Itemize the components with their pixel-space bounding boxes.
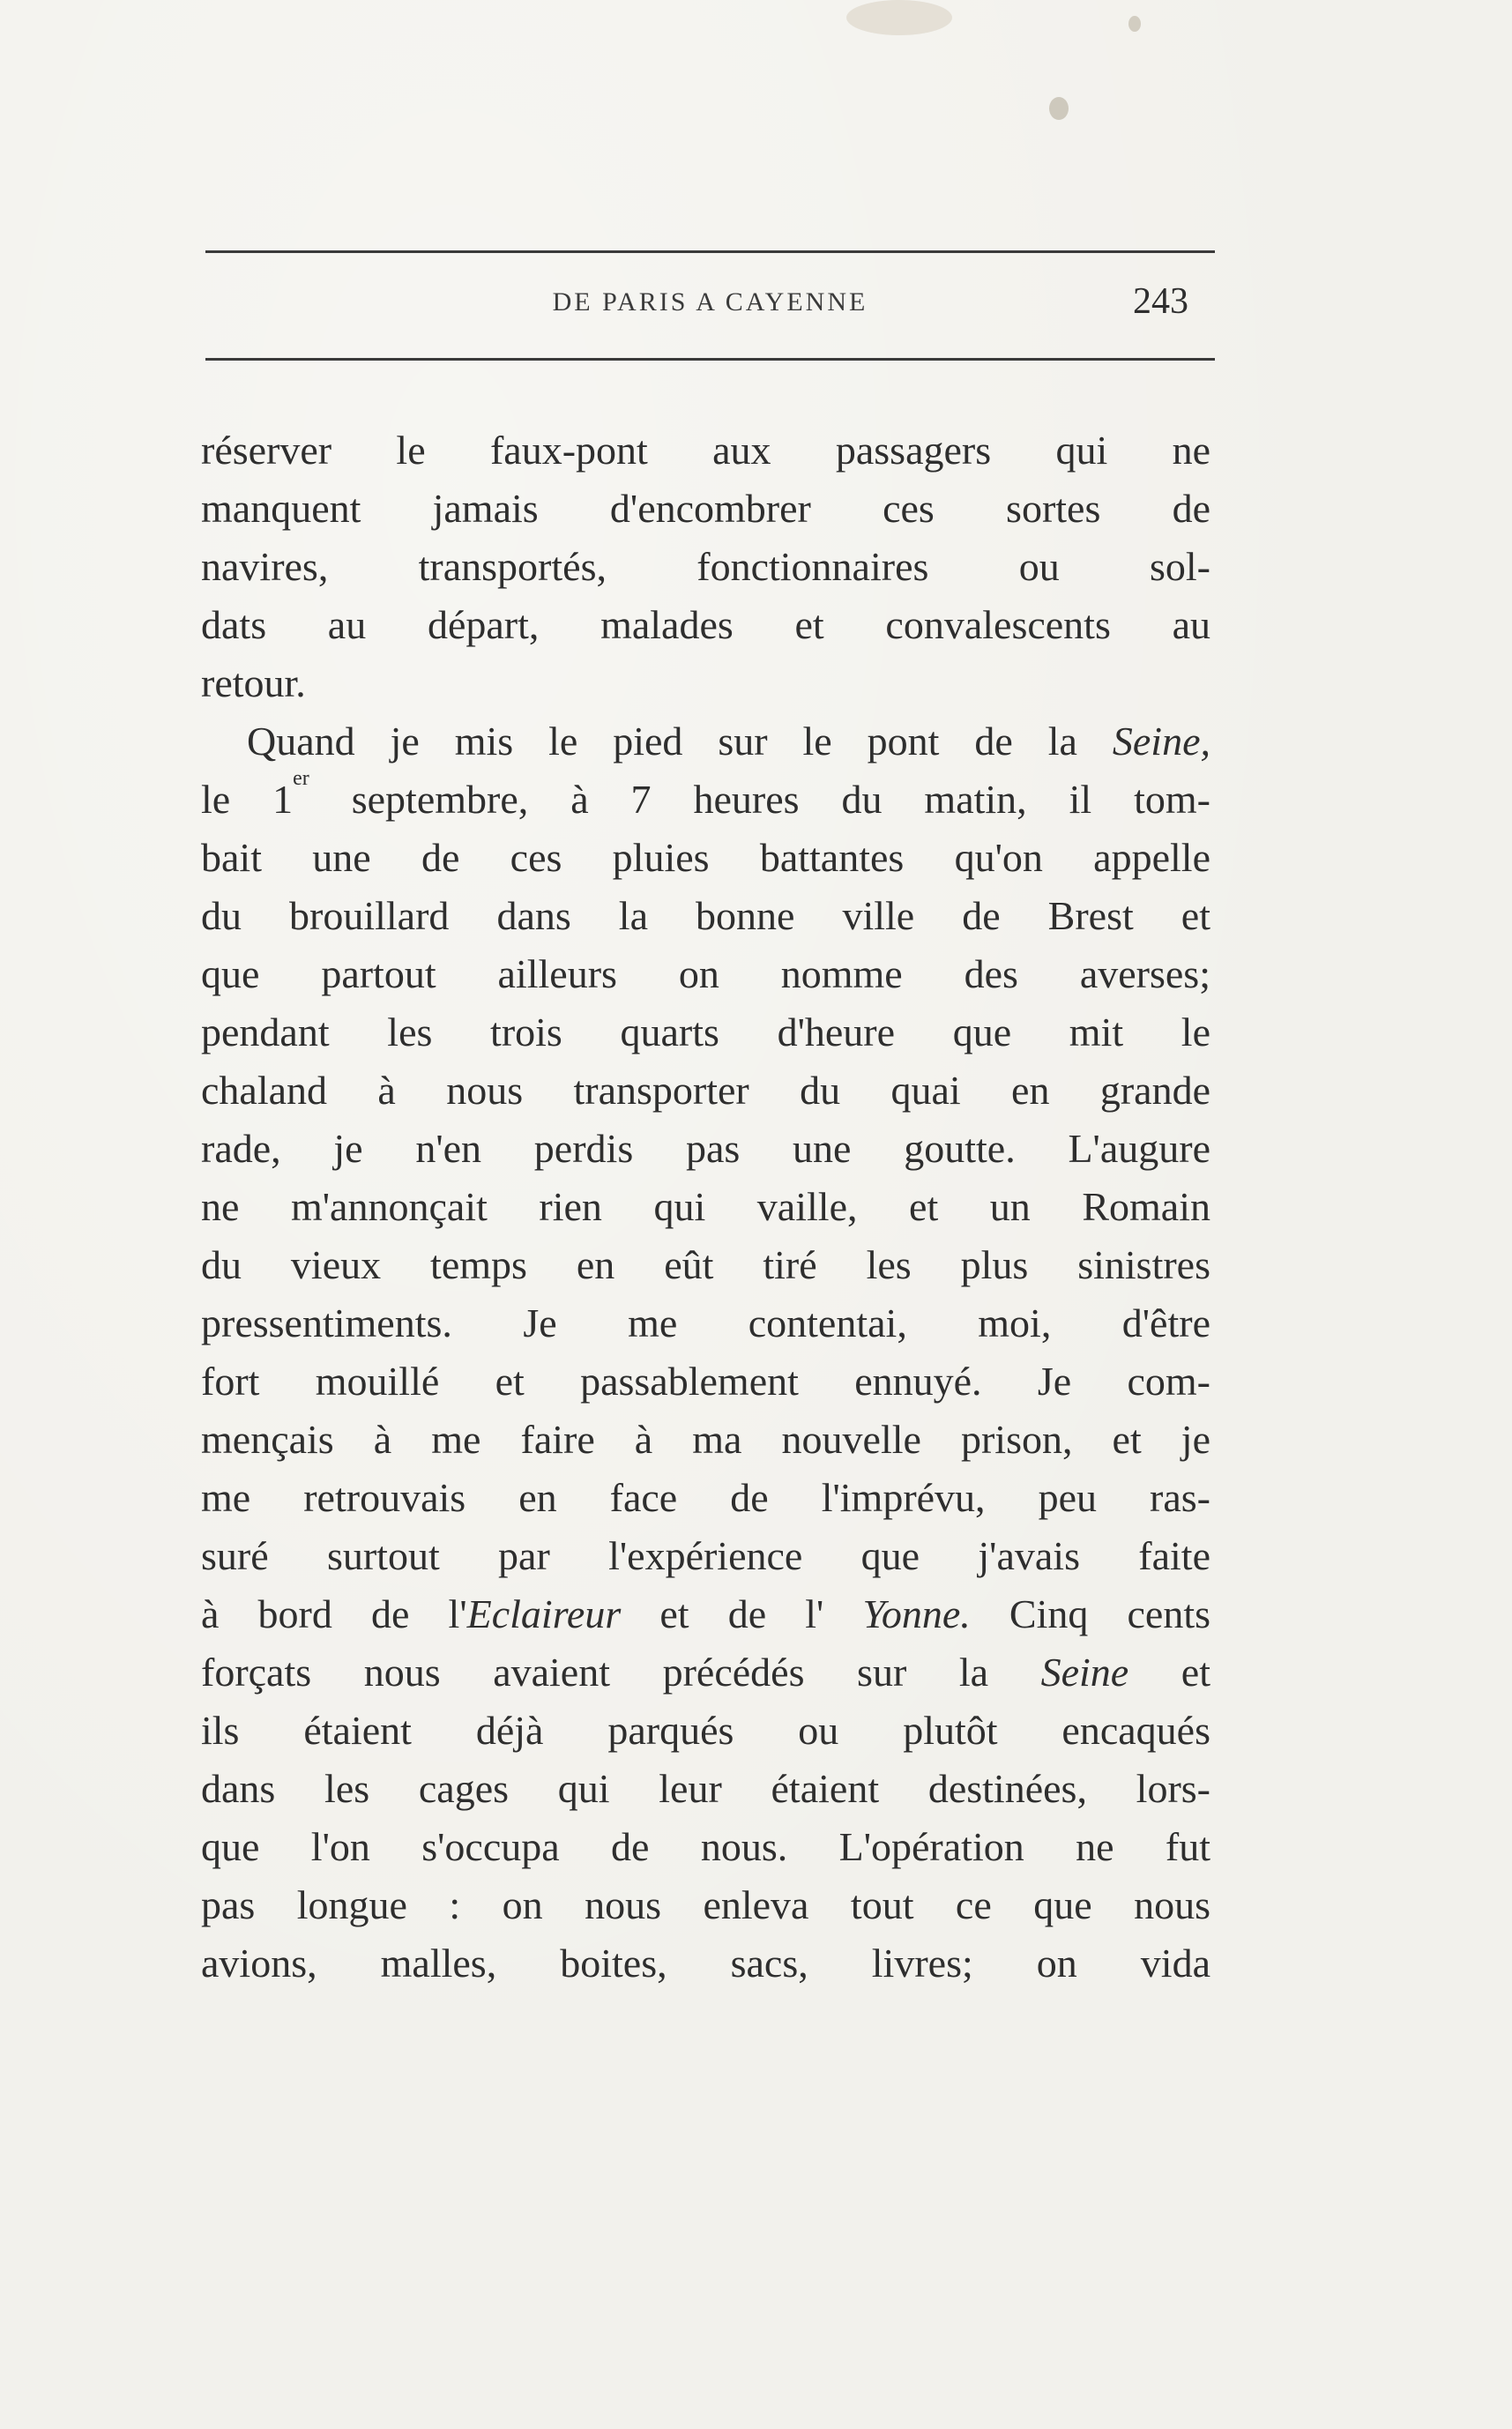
- text-line: pressentiments. Je me contentai, moi, d'être: [201, 1300, 1210, 1345]
- text-line: manquent jamais d'encombrer ces sortes de: [201, 486, 1210, 531]
- text-line: [201, 1643, 1210, 1702]
- text-line: suré surtout par l'expérience que j'avais faite: [201, 1533, 1210, 1578]
- text-run: Quand je mis le pied sur le pont de la: [247, 719, 1113, 764]
- text-run: septembre, à 7 heures du matin, il tom-: [309, 777, 1210, 822]
- ship-name: Eclaireur: [466, 1591, 622, 1636]
- ship-name: Seine,: [1112, 719, 1210, 764]
- text-line: pendant les trois quarts d'heure que mit le: [201, 1010, 1210, 1054]
- text-line: ne m'annonçait rien qui vaille, et un Romain: [201, 1184, 1210, 1229]
- text-run: forçats nous avaient précédés sur la: [201, 1650, 1041, 1695]
- text-line: pas longue : on nous enleva tout ce que nous: [201, 1882, 1210, 1927]
- text-line: navires, transportés, fonctionnaires ou sol-: [201, 544, 1210, 589]
- paper-stain: [1049, 97, 1069, 120]
- body-text: [201, 421, 1210, 1993]
- paper-stain: [846, 0, 952, 35]
- text-line: rade, je n'en perdis pas une goutte. L'augure: [201, 1126, 1210, 1171]
- text-line: [201, 766, 1210, 829]
- text-run: à bord de l': [201, 1591, 467, 1636]
- text-line: avions, malles, boites, sacs, livres; on vida: [201, 1941, 1210, 1986]
- text-line: ils étaient déjà parqués ou plutôt encaqués: [201, 1708, 1210, 1753]
- text-run: le 1: [201, 777, 294, 822]
- text-line: dats au départ, malades et convalescents au: [201, 602, 1210, 647]
- text-line: fort mouillé et passablement ennuyé. Je com-: [201, 1359, 1210, 1404]
- ship-name: Seine: [1040, 1650, 1129, 1695]
- text-line: me retrouvais en face de l'imprévu, peu ras-: [201, 1475, 1210, 1520]
- text-line: du vieux temps en eût tiré les plus sinistres: [201, 1242, 1210, 1287]
- paper-stain: [1128, 16, 1141, 32]
- text-line: [201, 712, 1210, 771]
- text-run: et: [1128, 1650, 1211, 1695]
- ship-name: Yonne.: [862, 1591, 971, 1636]
- text-line: dans les cages qui leur étaient destinées, lors-: [201, 1766, 1210, 1811]
- superscript: er: [293, 766, 309, 790]
- text-line: mençais à me faire à ma nouvelle prison, et je: [201, 1417, 1210, 1462]
- text-line: bait une de ces pluies battantes qu'on appelle: [201, 835, 1210, 880]
- text-run: Cinq cents: [970, 1591, 1210, 1636]
- text-line: retour.: [201, 660, 306, 705]
- text-line: que l'on s'occupa de nous. L'opération ne fut: [201, 1824, 1210, 1869]
- text-line: chaland à nous transporter du quai en grande: [201, 1068, 1210, 1113]
- text-line: du brouillard dans la bonne ville de Brest et: [201, 893, 1210, 938]
- page-number: 243: [1133, 281, 1188, 322]
- running-title: DE PARIS A CAYENNE: [552, 287, 868, 317]
- text-line: [201, 1585, 1210, 1643]
- running-header: [205, 280, 1215, 333]
- text-line: réserver le faux-pont aux passagers qui ne: [201, 428, 1210, 473]
- header-bottom-rule: [205, 358, 1215, 361]
- text-run: et de l': [621, 1591, 863, 1636]
- text-line: que partout ailleurs on nomme des averses;: [201, 951, 1210, 996]
- header-top-rule: [205, 250, 1215, 253]
